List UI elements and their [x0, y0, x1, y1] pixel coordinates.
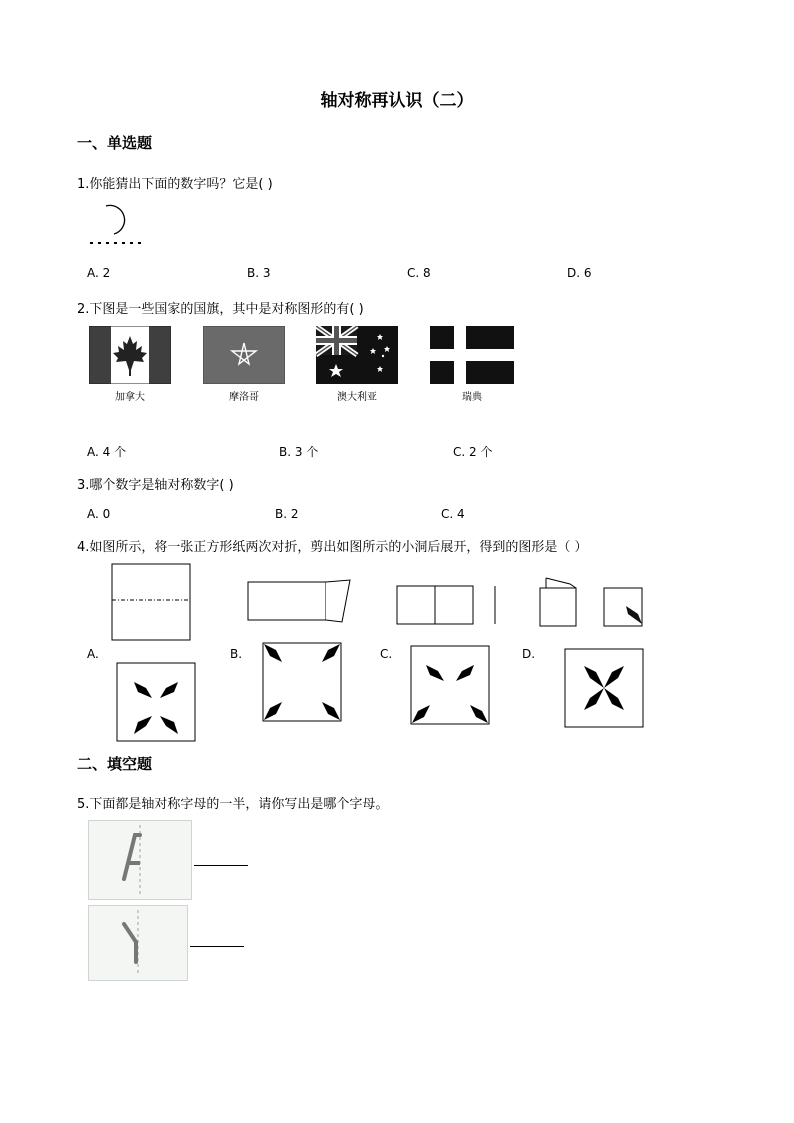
- q4-option-a-figure-icon[interactable]: [116, 662, 196, 742]
- q3-option-c[interactable]: C. 4: [441, 507, 465, 521]
- flag-label-canada: 加拿大: [115, 392, 145, 403]
- q1-option-b[interactable]: B. 3: [247, 266, 271, 280]
- q4-option-c-label[interactable]: C.: [380, 647, 393, 661]
- morocco-flag-icon: [203, 326, 285, 384]
- half-digit-figure-icon: [86, 202, 150, 248]
- q2-option-a[interactable]: A. 4 个: [87, 445, 127, 459]
- q4-option-d-label[interactable]: D.: [522, 647, 536, 661]
- half-letter-a-card: [88, 820, 192, 900]
- q1-option-a[interactable]: A. 2: [87, 266, 111, 280]
- canada-flag-icon: [89, 326, 171, 384]
- question-1-text: 1.你能猜出下面的数字吗？它是( ): [77, 177, 273, 192]
- q4-option-d-figure-icon[interactable]: [564, 648, 644, 728]
- section-heading-fill-blank: 二、填空题: [77, 755, 153, 773]
- folded-paper-crease-icon: [395, 584, 501, 626]
- q4-option-b-label[interactable]: B.: [230, 647, 243, 661]
- q3-option-a[interactable]: A. 0: [87, 507, 111, 521]
- q4-option-b-figure-icon[interactable]: [262, 642, 342, 722]
- flag-label-australia: 澳大利亚: [337, 392, 377, 403]
- half-folded-paper-icon: [246, 578, 354, 624]
- sweden-flag-icon: [430, 326, 514, 384]
- half-letter-y-icon: [89, 906, 187, 980]
- half-letter-a-icon: [89, 821, 191, 899]
- q3-option-b[interactable]: B. 2: [275, 507, 299, 521]
- question-5-text: 5.下面都是轴对称字母的一半，请你写出是哪个字母。: [77, 797, 389, 812]
- folded-square-paper-icon: [110, 562, 194, 642]
- section-heading-single-choice: 一、单选题: [77, 134, 153, 152]
- flag-label-morocco: 摩洛哥: [229, 392, 259, 403]
- australia-flag-icon: [316, 326, 398, 384]
- half-letter-y-card: [88, 905, 188, 981]
- q2-option-b[interactable]: B. 3 个: [279, 445, 319, 459]
- q4-option-a-label[interactable]: A.: [87, 647, 99, 661]
- flag-label-sweden: 瑞典: [462, 392, 482, 403]
- page-title: 轴对称再认识（二）: [320, 91, 474, 111]
- answer-blank-2[interactable]: [190, 946, 244, 947]
- q2-option-c[interactable]: C. 2 个: [453, 445, 493, 459]
- answer-blank-1[interactable]: [194, 865, 248, 866]
- q4-option-c-figure-icon[interactable]: [410, 645, 490, 725]
- q1-option-c[interactable]: C. 8: [407, 266, 431, 280]
- q1-option-d[interactable]: D. 6: [567, 266, 592, 280]
- quarter-folded-paper-icon: [538, 574, 648, 630]
- question-4-text: 4.如图所示，将一张正方形纸两次对折，剪出如图所示的小洞后展开，得到的图形是（ ）: [77, 540, 588, 555]
- question-3-text: 3.哪个数字是轴对称数字( ): [77, 478, 234, 493]
- question-2-text: 2.下图是一些国家的国旗，其中是对称图形的有( ): [77, 302, 364, 317]
